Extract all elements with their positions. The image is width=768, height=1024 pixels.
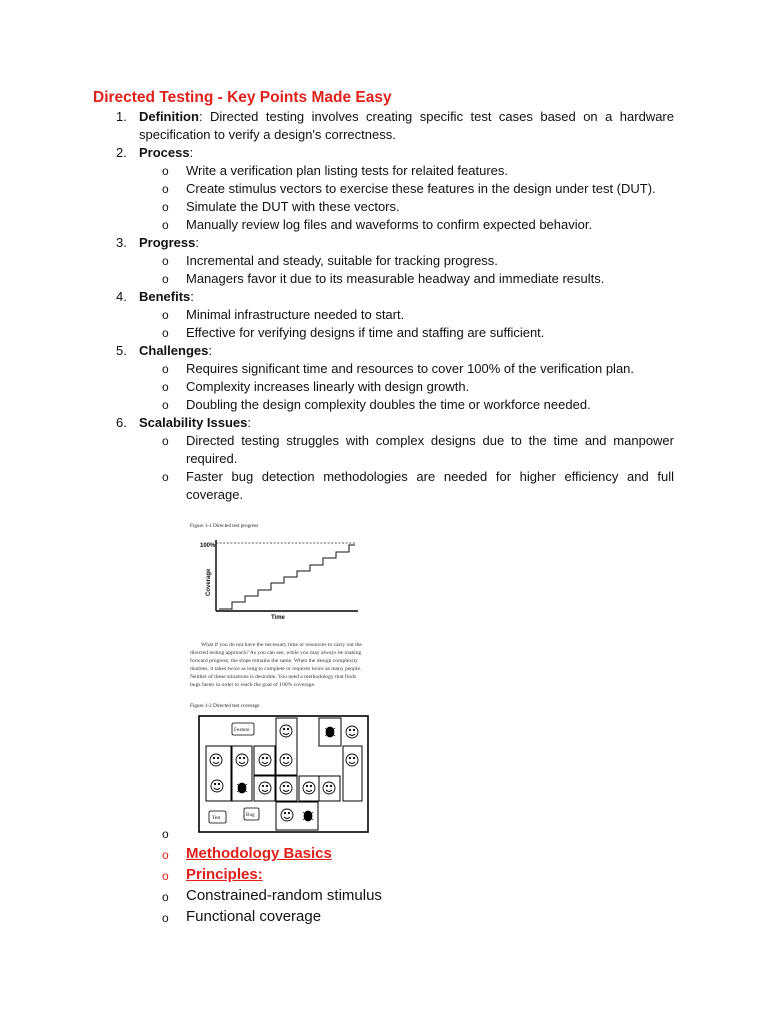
list-item [92,414,674,432]
sub-bullet-text: Faster bug detection methodologies are needed for higher efficiency and full coverage. [186,469,674,502]
sub-bullet-text: Simulate the DUT with these vectors. [186,199,400,214]
bullet-glyph: o [162,182,169,196]
sub-bullet-item [92,432,674,468]
fig2-bug-label: Bug [246,812,255,818]
list-item-text: : Directed testing involves creating specific test cases based on a hardware specification to verify a design's correctness. [139,109,674,142]
sub-bullet-text: Create stimulus vectors to exercise these features in the design under test (DUT). [186,181,656,196]
bullet-glyph: o [162,164,169,178]
methodology-heading: Methodology Basics [186,845,332,862]
fig-para-line-5: Neither of these situations is desirable. You need a methodology that finds [190,674,357,680]
principles-heading: Principles: [186,866,263,883]
sub-bullet-item [92,378,674,396]
fig2-feature-label: Feature [234,727,250,733]
list-number: 6. [116,415,127,430]
list-item [92,108,674,144]
bullet-glyph: o [162,326,169,340]
bottom-bullets [92,822,674,927]
fig-para-line-6: bugs faster in order to reach the goal of 100% coverage. [190,682,316,688]
sub-bullet-item [92,162,674,180]
sub-bullet-text: Manually review log files and waveforms to confirm expected behavior. [186,217,593,232]
principle-text: Functional coverage [186,908,322,925]
list-item-label: Process [139,145,190,160]
bullet-glyph: o [162,911,169,925]
sub-bullet-item [92,252,674,270]
sub-bullet-item [92,180,674,198]
bullet-glyph: o [162,434,169,448]
list-item-label: Scalability Issues [139,415,248,430]
fig1-x-label: Time [271,615,285,621]
list-number: 1. [116,109,127,124]
fig1-max-label: 100% [200,543,216,549]
bullet-glyph: o [162,869,169,883]
sub-bullet-text: Doubling the design complexity doubles the time or workforce needed. [186,397,591,412]
list-number: 5. [116,343,127,358]
bullet-glyph: o [162,218,169,232]
bullet-glyph: o [162,308,169,322]
fig-para-line-3: forward progress, the slope remains the same. When the design complexity [190,658,358,664]
fig-para-line-1: What if you do not have the necessary time or resources to carry out the [201,642,362,648]
sub-bullet-item [92,324,674,342]
fig-para-line-2: directed testing approach? As you can see, while you may always be making [190,650,362,656]
principle-item [92,906,674,927]
figure-image [186,520,398,836]
sub-bullet-text: Effective for verifying designs if time and staffing are sufficient. [186,325,545,340]
list-item-text: : [247,415,252,430]
bullet-glyph: o [162,398,169,412]
sub-bullet-text: Incremental and steady, suitable for tracking progress. [186,253,498,268]
fig2-caption: Figure 1-2 Directed test coverage [190,703,260,709]
bullet-glyph: o [162,272,169,286]
list-item [92,234,674,252]
empty-bullet-line [92,822,674,843]
list-item [92,288,674,306]
sub-bullet-item [92,216,674,234]
bullet-glyph: o [162,254,169,268]
bullet-glyph: o [162,827,169,841]
list-item-label: Benefits [139,289,191,304]
sub-bullet-item [92,198,674,216]
bullet-glyph: o [162,380,169,394]
sub-bullet-text: Managers favor it due to its measurable headway and immediate results. [186,271,605,286]
fig1-caption: Figure 1-1 Directed test progress [190,523,259,529]
sub-bullet-text: Directed testing struggles with complex designs due to the time and manpower required. [186,433,674,466]
principle-text: Constrained-random stimulus [186,887,382,904]
sub-bullet-text: Requires significant time and resources to cover 100% of the verification plan. [186,361,635,376]
list-number: 4. [116,289,127,304]
fig2-test-label: Test [212,815,221,821]
sub-bullet-item [92,468,674,504]
list-number: 2. [116,145,127,160]
sub-bullet-item [92,360,674,378]
fig1-y-label: Coverage [206,568,212,596]
bullet-glyph: o [162,890,169,904]
bullet-glyph: o [162,362,169,376]
list-item-text: : [195,235,199,250]
list-item-text: : [208,343,212,358]
principle-item [92,885,674,906]
bullet-glyph: o [162,200,169,214]
list-item-label: Progress [139,235,196,250]
bullet-glyph: o [162,470,169,484]
list-item [92,342,674,360]
sub-bullet-item [92,270,674,288]
principles-line [92,864,674,885]
list-item-text: : [190,289,194,304]
sub-bullet-text: Complexity increases linearly with design growth. [186,379,470,394]
list-item-text: : [189,145,194,160]
fig-para-line-4: doubles, it takes twice as long to complete or requires twice as many people. [190,666,362,672]
bullet-glyph: o [162,848,169,862]
list-number: 3. [116,235,127,250]
sub-bullet-text: Minimal infrastructure needed to start. [186,307,405,322]
list-item-label: Definition [139,109,199,124]
numbered-list [92,108,674,504]
methodology-line [92,843,674,864]
sub-bullet-text: Write a verification plan listing tests for relaited features. [186,163,509,178]
list-item-label: Challenges [139,343,209,358]
sub-bullet-item [92,396,674,414]
page-title: Directed Testing - Key Points Made Easy [93,89,392,106]
list-item [92,144,674,162]
sub-bullet-item [92,306,674,324]
